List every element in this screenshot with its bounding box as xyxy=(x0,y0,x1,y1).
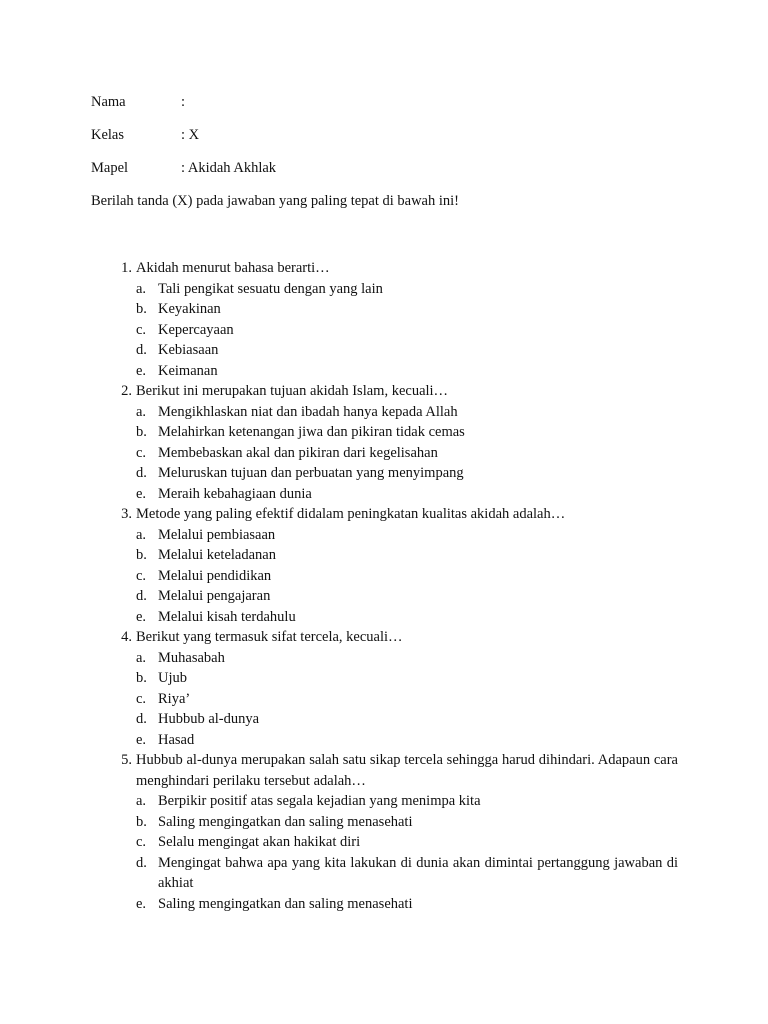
option-letter: e. xyxy=(136,731,147,748)
answer-option xyxy=(0,894,768,915)
option-text: Melalui kisah terdahulu xyxy=(158,608,296,625)
question-item xyxy=(0,504,768,627)
answer-option xyxy=(0,586,768,607)
answer-option xyxy=(0,545,768,566)
answer-option xyxy=(0,422,768,443)
option-letter: e. xyxy=(136,608,147,625)
option-letter: a. xyxy=(136,403,147,420)
option-text: Kebiasaan xyxy=(158,342,219,358)
question-number: 2. xyxy=(121,383,132,399)
answer-option xyxy=(0,689,768,710)
answer-option xyxy=(0,853,768,894)
option-letter: e. xyxy=(136,485,147,502)
option-text: Mengikhlaskan niat dan ibadah hanya kepada Allah xyxy=(158,403,458,420)
option-text: Tali pengikat sesuatu dengan yang lain xyxy=(158,280,383,297)
question-line xyxy=(0,750,768,791)
question-text: Akidah menurut bahasa berarti… xyxy=(136,260,330,276)
answer-option xyxy=(0,812,768,833)
header-nama-row xyxy=(91,92,491,112)
option-text: Saling mengingatkan dan saling menasehati xyxy=(158,895,413,912)
option-letter: e. xyxy=(136,362,147,379)
question-item xyxy=(0,627,768,750)
answer-option xyxy=(0,279,768,300)
option-text: Melahirkan ketenangan jiwa dan pikiran tidak cemas xyxy=(158,424,465,440)
question-text: Hubbub al-dunya merupakan salah satu sikap tercela sehingga harud dihindari. Adapaun cara menghindari perilaku tersebut adalah… xyxy=(136,752,678,789)
option-letter: d. xyxy=(136,588,147,604)
question-line xyxy=(0,258,768,279)
option-text: Hubbub al-dunya xyxy=(158,711,260,727)
option-letter: d. xyxy=(136,465,147,481)
answer-option xyxy=(0,340,768,361)
header-kelas-row xyxy=(91,125,491,145)
option-text: Ujub xyxy=(158,670,187,686)
option-letter: c. xyxy=(136,690,147,707)
question-number: 1. xyxy=(121,260,132,276)
question-number: 5. xyxy=(121,752,132,768)
option-text: Kepercayaan xyxy=(158,321,234,338)
question-list xyxy=(0,258,768,914)
option-text: Melalui pengajaran xyxy=(158,588,271,604)
question-text: Berikut yang termasuk sifat tercela, kecuali… xyxy=(136,629,403,645)
option-text: Membebaskan akal dan pikiran dari kegelisahan xyxy=(158,444,438,461)
answer-option xyxy=(0,402,768,423)
option-text: Riya’ xyxy=(158,690,191,707)
option-letter: a. xyxy=(136,280,147,297)
answer-option xyxy=(0,709,768,730)
option-text: Melalui pembiasaan xyxy=(158,526,276,543)
question-number: 4. xyxy=(121,629,132,645)
answer-option xyxy=(0,443,768,464)
answer-option xyxy=(0,463,768,484)
question-line xyxy=(0,381,768,402)
option-letter: d. xyxy=(136,854,147,871)
option-letter: b. xyxy=(136,813,147,830)
option-letter: a. xyxy=(136,526,147,543)
question-line xyxy=(0,504,768,525)
option-letter: b. xyxy=(136,301,147,317)
answer-option xyxy=(0,648,768,669)
answer-option xyxy=(0,361,768,382)
mapel-label: Mapel xyxy=(91,160,129,176)
option-letter: c. xyxy=(136,834,147,850)
answer-option xyxy=(0,832,768,853)
kelas-value: : X xyxy=(181,127,200,143)
option-letter: b. xyxy=(136,670,147,686)
option-text: Melalui keteladanan xyxy=(158,547,276,563)
mapel-value: : Akidah Akhlak xyxy=(181,160,277,176)
option-text: Keyakinan xyxy=(158,301,221,317)
option-text: Selalu mengingat akan hakikat diri xyxy=(158,834,361,850)
option-letter: a. xyxy=(136,793,147,809)
answer-option xyxy=(0,791,768,812)
header-mapel-row xyxy=(91,158,491,178)
question-item xyxy=(0,750,768,914)
option-letter: d. xyxy=(136,711,147,727)
question-text: Metode yang paling efektif didalam peningkatan kualitas akidah adalah… xyxy=(136,506,566,522)
option-text: Melalui pendidikan xyxy=(158,567,272,584)
option-letter: c. xyxy=(136,444,147,461)
answer-option xyxy=(0,668,768,689)
option-text: Keimanan xyxy=(158,362,218,379)
question-line xyxy=(0,627,768,648)
answer-option xyxy=(0,566,768,587)
answer-option xyxy=(0,607,768,628)
option-letter: c. xyxy=(136,567,147,584)
option-text: Mengingat bahwa apa yang kita lakukan di dunia akan dimintai pertanggung jawaban di akhiat xyxy=(158,854,678,891)
option-text: Hasad xyxy=(158,731,195,748)
answer-option xyxy=(0,525,768,546)
question-item xyxy=(0,258,768,381)
option-letter: b. xyxy=(136,424,147,440)
question-text: Berikut ini merupakan tujuan akidah Islam, kecuali… xyxy=(136,383,449,399)
answer-option xyxy=(0,320,768,341)
instruction-text: Berilah tanda (X) pada jawaban yang paling tepat di bawah ini! xyxy=(91,193,460,209)
option-letter: e. xyxy=(136,895,147,912)
option-letter: b. xyxy=(136,547,147,563)
option-text: Berpikir positif atas segala kejadian yang menimpa kita xyxy=(158,793,481,809)
question-item xyxy=(0,381,768,504)
answer-option xyxy=(0,484,768,505)
option-text: Meluruskan tujuan dan perbuatan yang menyimpang xyxy=(158,465,464,481)
option-letter: d. xyxy=(136,342,147,358)
answer-option xyxy=(0,299,768,320)
option-letter: a. xyxy=(136,649,147,666)
answer-option xyxy=(0,730,768,751)
option-text: Meraih kebahagiaan dunia xyxy=(158,485,312,502)
question-number: 3. xyxy=(121,506,132,522)
nama-value: : xyxy=(181,94,186,110)
nama-label: Nama xyxy=(91,94,126,110)
option-letter: c. xyxy=(136,321,147,338)
option-text: Saling mengingatkan dan saling menasehati xyxy=(158,813,413,830)
kelas-label: Kelas xyxy=(91,127,125,143)
option-text: Muhasabah xyxy=(158,649,225,666)
